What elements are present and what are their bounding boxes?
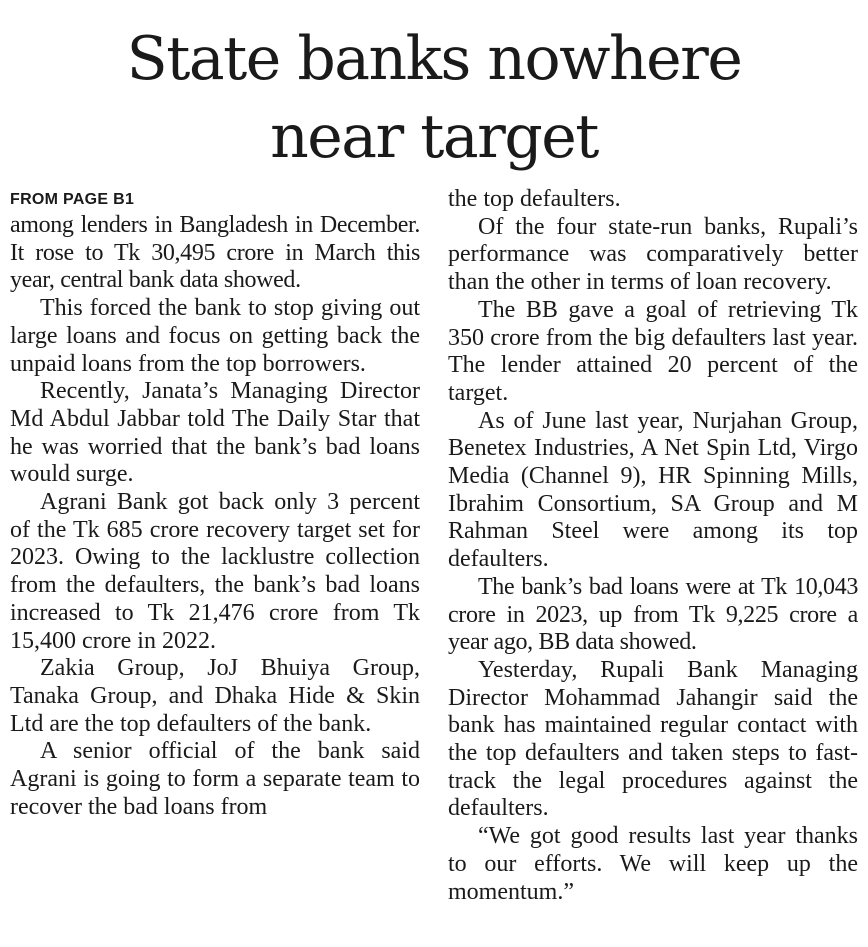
paragraph: the top defaulters. — [448, 186, 621, 212]
headline-line-1: State banks nowhere — [126, 24, 742, 94]
paragraph: Yesterday, Rupali Bank Managing Director Mohammad Jahangir said the bank has maintained regular contact with the top defaulters and taken steps to fast-track the legal procedures against the defaulters. — [448, 656, 858, 822]
paragraph: Agrani Bank got back only 3 percent of the Tk 685 crore recovery target set for 2023. Owing to the lacklustre collection from the defaulters, the bank’s bad loans increased to Tk 21,476 crore from Tk 15,400 crore in 2022. — [10, 489, 420, 654]
article-column-left — [10, 186, 420, 821]
headline — [0, 20, 868, 176]
paragraph: The BB gave a goal of retrieving Tk 350 crore from the big defaulters last year. The lender attained 20 percent of the target. — [448, 296, 858, 406]
paragraph: As of June last year, Nurjahan Group, Benetex Industries, A Net Spin Ltd, Virgo Media (Channel 9), HR Spinning Mills, Ibrahim Consortium, SA Group and M Rahman Steel were among its top defaulters. — [448, 407, 858, 573]
paragraph: This forced the bank to stop giving out large loans and focus on getting back the unpaid loans from the top borrowers. — [10, 295, 420, 377]
paragraph: among lenders in Bangladesh in December. It rose to Tk 30,495 crore in March this year, central bank data showed. — [10, 212, 420, 294]
paragraph: Zakia Group, JoJ Bhuiya Group, Tanaka Group, and Dhaka Hide & Skin Ltd are the top defaulters of the bank. — [10, 655, 420, 737]
headline-line-2: near target — [270, 102, 598, 172]
paragraph: A senior official of the bank said Agrani is going to form a separate team to recover the bad loans from — [10, 738, 420, 820]
paragraph: The bank’s bad loans were at Tk 10,043 crore in 2023, up from Tk 9,225 crore a year ago, BB data showed. — [448, 573, 858, 656]
continuation-kicker: FROM PAGE B1 — [10, 191, 135, 208]
paragraph: “We got good results last year thanks to our efforts. We will keep up the momentum.” — [448, 823, 858, 905]
paragraph: Of the four state-run banks, Rupali’s performance was comparatively better than the other in terms of loan recovery. — [448, 213, 858, 296]
paragraph: Recently, Janata’s Managing Director Md Abdul Jabbar told The Daily Star that he was worried that the bank’s bad loans would surge. — [10, 378, 420, 488]
article-column-right — [448, 186, 858, 906]
